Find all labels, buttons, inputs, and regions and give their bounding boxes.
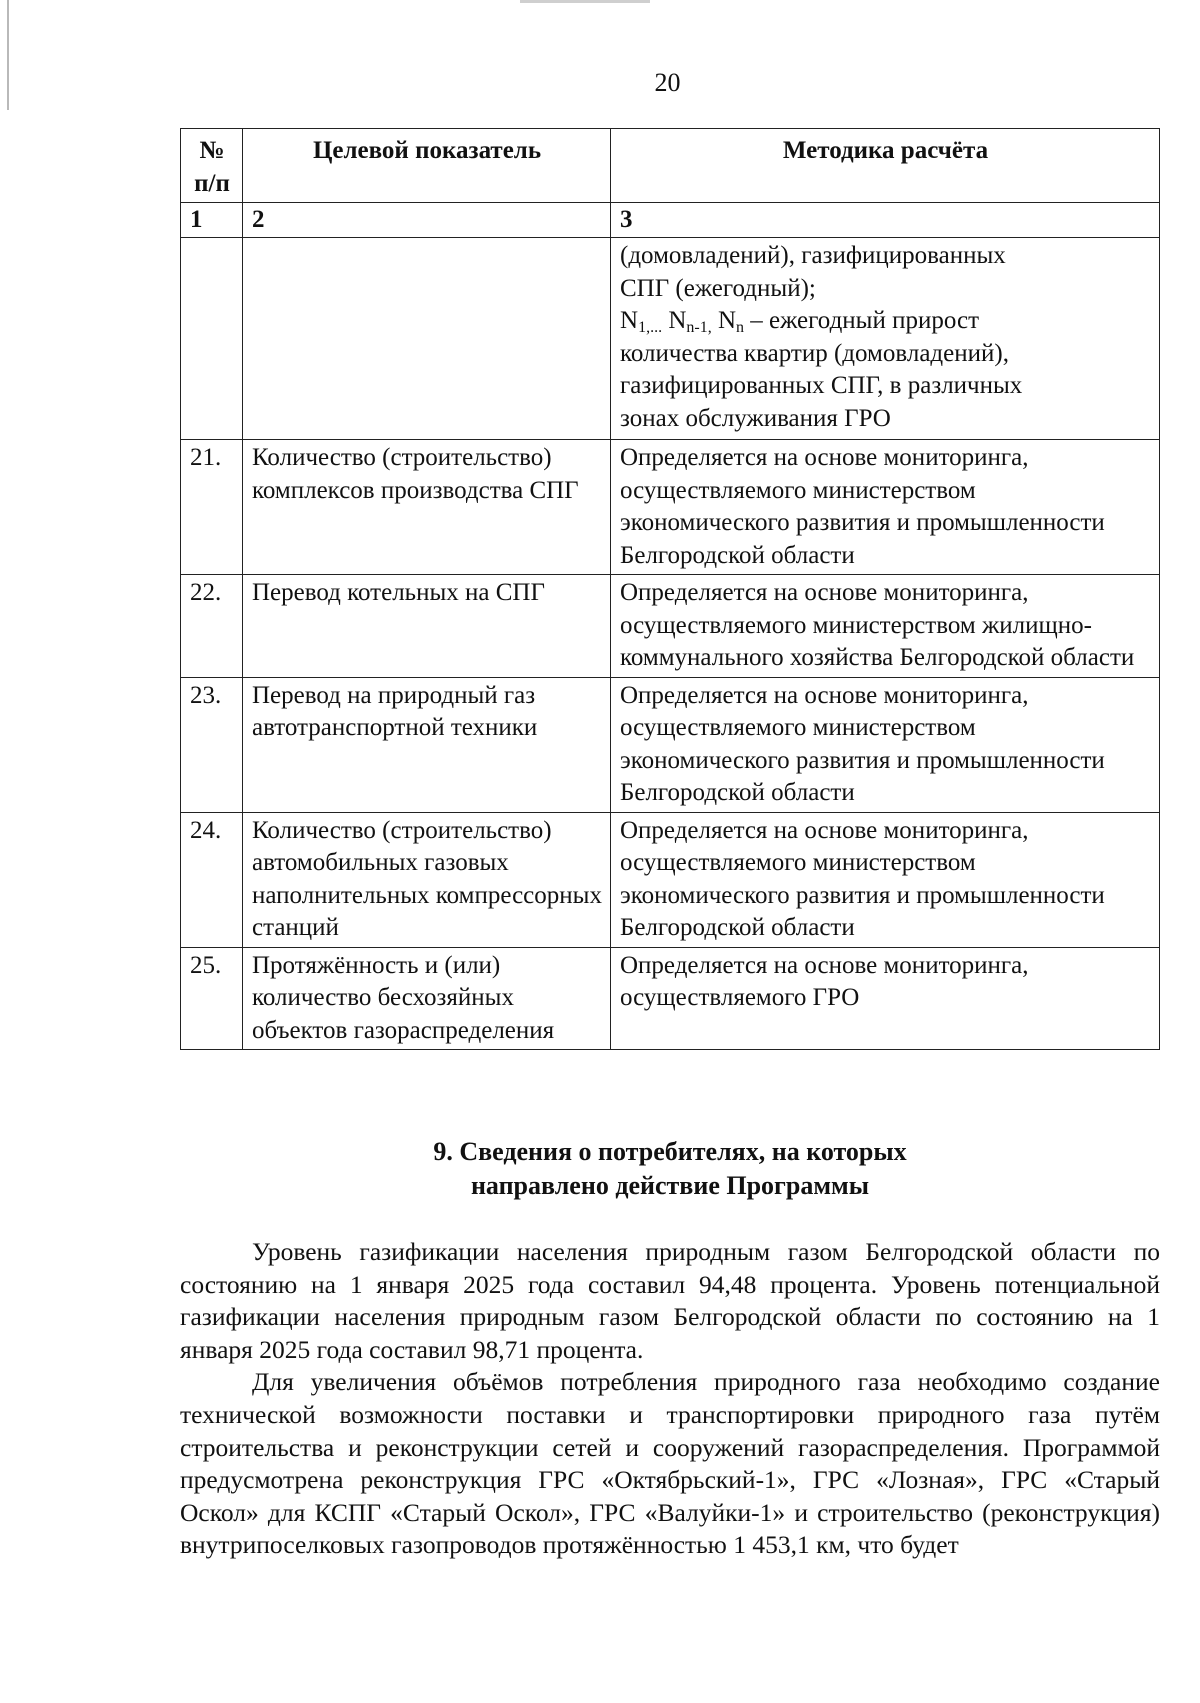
section-title-line: направлено действие Программы	[470, 1171, 870, 1200]
symbol-n: N	[620, 307, 639, 334]
cell-num	[181, 238, 243, 440]
cell-method: Определяется на основе мониторинга, осуществляемого министерством экономического развития и промышленности Белгородской области	[611, 677, 1160, 812]
column-index-row	[181, 203, 1160, 238]
symbol-subscript: 1,...	[638, 319, 663, 336]
cell-num: 23.	[181, 677, 243, 812]
continuation-line: количества квартир (домовладений),	[620, 339, 1009, 367]
continuation-line: СПГ (ежегодный);	[620, 274, 816, 302]
cell-indicator: Перевод котельных на СПГ	[243, 575, 611, 678]
table-row	[181, 812, 1160, 947]
section-title	[180, 1135, 1160, 1203]
cell-num: 21.	[181, 440, 243, 575]
page-number: 20	[654, 68, 681, 97]
table-row	[181, 440, 1160, 575]
paragraph: Для увеличения объёмов потребления природного газа необходимо создание технической возможности поставки и транспортировки природного газа путём строительства и реконструкции сетей и сооружений газораспределения. Программой предусмотрена реконструкция ГРС «Октябрьский-1», ГРС «Лозная», ГРС «Старый Оскол» для КСПГ «Старый Оскол», ГРС «Валуйки-1» и строительство (реконструкция) внутрипоселковых газопроводов протяжённостью 1 453,1 км, что будет	[180, 1367, 1160, 1560]
paragraph: Уровень газификации населения природным газом Белгородской области по состоянию на 1 января 2025 года составил 94,48 процента. Уровень потенциальной газификации населения природным газом Белгородской области по состоянию на 1 января 2025 года составил 98,71 процента.	[180, 1237, 1160, 1364]
column-index-1: 1	[181, 203, 243, 238]
cell-method	[611, 238, 1160, 440]
cell-num: 24.	[181, 812, 243, 947]
table-row	[181, 677, 1160, 812]
formula-line	[620, 305, 1151, 338]
indicators-table	[180, 128, 1160, 1050]
scan-top-mark	[520, 0, 650, 3]
continuation-line: газифицированных СПГ, в различных	[620, 372, 1023, 399]
header-indicator: Целевой показатель	[243, 129, 611, 203]
column-index-3: 3	[611, 203, 1160, 238]
cell-indicator: Количество (строительство) комплексов производства СПГ	[243, 440, 611, 575]
continuation-line: (домовладений), газифицированных	[620, 242, 1006, 269]
cell-indicator: Перевод на природный газ автотранспортной техники	[243, 677, 611, 812]
formula-description: – ежегодный прирост	[744, 307, 979, 334]
continuation-line: зонах обслуживания ГРО	[620, 404, 891, 432]
symbol-subscript: n	[736, 319, 745, 336]
cell-method: Определяется на основе мониторинга, осуществляемого министерством жилищно-коммунального хозяйства Белгородской области	[611, 575, 1160, 678]
cell-num: 25.	[181, 947, 243, 1050]
cell-num: 22.	[181, 575, 243, 678]
column-index-2: 2	[243, 203, 611, 238]
section-title-line: 9. Сведения о потребителях, на которых	[433, 1137, 907, 1166]
cell-method: Определяется на основе мониторинга, осуществляемого ГРО	[611, 947, 1160, 1050]
symbol-subscript: n-1,	[686, 319, 712, 336]
cell-indicator	[243, 238, 611, 440]
header-num: № п/п	[181, 129, 243, 203]
cell-method: Определяется на основе мониторинга, осуществляемого министерством экономического развития и промышленности Белгородской области	[611, 812, 1160, 947]
cell-indicator: Протяжённость и (или) количество бесхозяйных объектов газораспределения	[243, 947, 611, 1050]
table-row	[181, 947, 1160, 1050]
cell-method: Определяется на основе мониторинга, осуществляемого министерством экономического развития и промышленности Белгородской области	[611, 440, 1160, 575]
table-header-row	[181, 129, 1160, 203]
symbol-n: N	[711, 307, 737, 334]
table-row	[181, 575, 1160, 678]
cell-indicator: Количество (строительство) автомобильных газовых наполнительных компрессорных станций	[243, 812, 611, 947]
header-method: Методика расчёта	[611, 129, 1160, 203]
body-text	[180, 1236, 1160, 1562]
table-row-continuation	[181, 238, 1160, 440]
symbol-n: N	[662, 307, 687, 334]
